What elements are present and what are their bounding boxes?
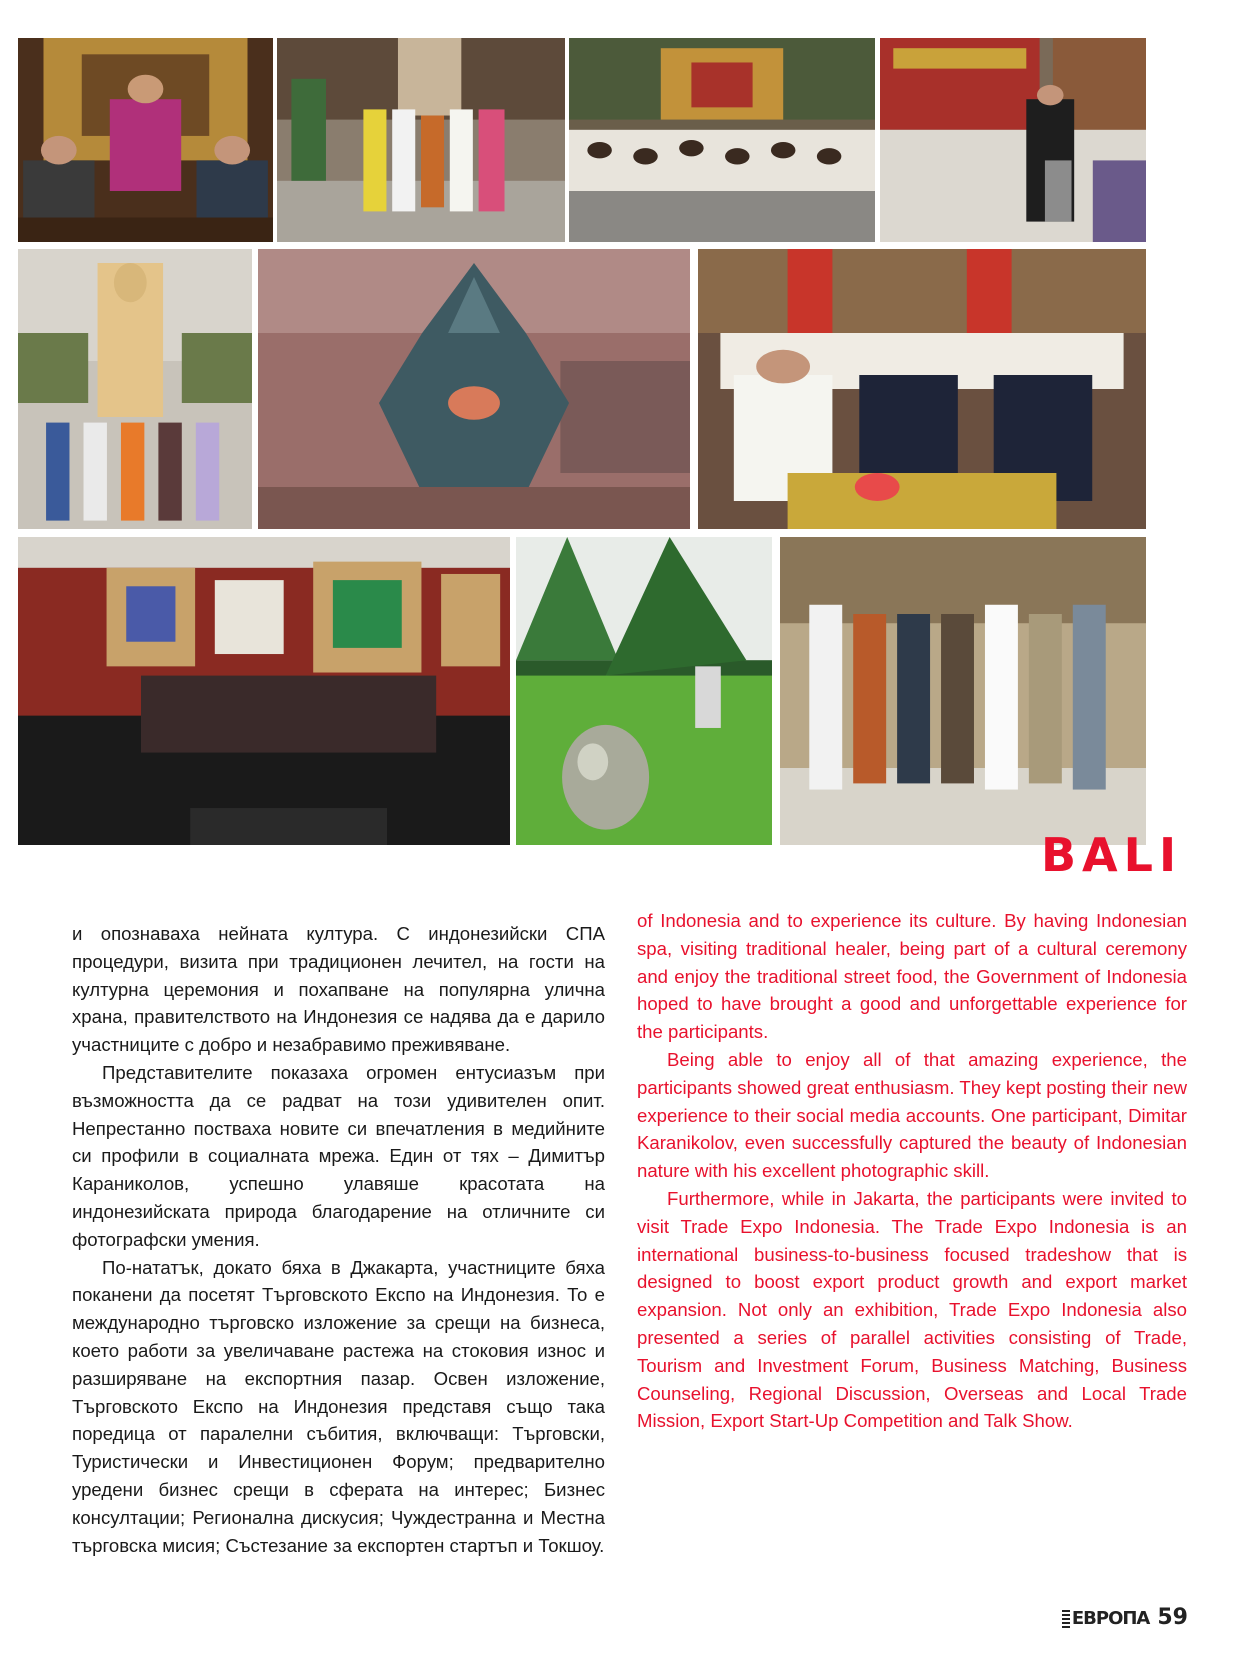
photo-icon (780, 537, 1146, 845)
english-paragraph-3: Furthermore, while in Jakarta, the participants were invited to visit Trade Expo Indonesia. The Trade Expo Indonesia is an international business-to-business focused tradeshow that is designed to boost export product growth and export market expansion. Not only an exhibition, Trade Expo Indonesia also presented a series of parallel activities consisting of Trade, Tourism and Investment Forum, Business Matching, Business Counseling, Regional Discussion, Overseas and Local Trade Mission, Export Start-Up Competition and Talk Show. (637, 1187, 1187, 1432)
photo-icon (880, 38, 1146, 242)
photo-garden-sphere (516, 537, 772, 845)
page-footer (1062, 1605, 1188, 1630)
photo-garuda-aerial (258, 249, 690, 529)
bulgarian-text-column (72, 920, 605, 1559)
brand-logo-icon (1062, 1610, 1070, 1628)
photo-throne-women (18, 38, 273, 242)
bali-photo-label: BALI (1041, 828, 1183, 882)
page-number: 59 (1157, 1605, 1188, 1630)
magazine-brand-name: ЕВРОПА (1071, 1608, 1150, 1629)
photo-icon (18, 38, 273, 242)
photo-icon (18, 249, 252, 529)
english-text-column (637, 907, 1187, 1435)
photo-icon (569, 38, 875, 242)
photo-icon (277, 38, 565, 242)
photo-group-street (277, 38, 565, 242)
photo-icon (18, 537, 510, 845)
bulgarian-paragraph-2: Представителите показаха огромен ентусиазъм при възможността да се радват на този удивителен опит. Непрестанно постваха новите си впечатления в медийните си профили в социалната мрежа. Един от тях – Димитър Караниколов, успешно улавяше красотата на индонезийската природа благодарение на отличните си фотографски умения. (72, 1061, 605, 1250)
photo-gallery-group (18, 537, 510, 845)
photo-statue-group (18, 249, 252, 529)
english-paragraph-1: of Indonesia and to experience its culture. By having Indonesian spa, visiting traditional healer, being part of a cultural ceremony and enjoy the traditional street food, the Government of Indonesia hoped to have brought a good and unforgettable experience for the participants. (637, 910, 1187, 1043)
photo-icon (698, 249, 1146, 529)
bulgarian-paragraph-3: По-нататък, докато бяха в Джакарта, участниците бяха поканени да посетят Търговското Експо на Индонезия. То е международно търговско изложение за срещи на бизнеса, което работи за увеличаване растежа на стоковия износ и разширяване на експортния пазар. Освен изложение, Търговското Експо на Индонезия представя също така поредица от паралелни събития, включващи: Търговски, Туристически и Инвестиционен Форум; предварително уредени бизнес срещи в сферата на интерес; Бизнес консултации; Регионална дискусия; Чуждестранна и Местна търговска мисия; Състезание за експортен стартъп и Токшоу. (72, 1256, 605, 1556)
magazine-brand (1062, 1608, 1150, 1629)
photo-healer-blessing (880, 38, 1146, 242)
bulgarian-paragraph-1: и опознаваха нейната култура. С индонезийски СПА процедури, визита при традиционен лечител, на гости на културна церемония и похапване на популярна улична храна, правителството на Индонезия се надява да е дарило участниците с добро и незабравимо преживяване. (72, 923, 605, 1056)
photo-icon (516, 537, 772, 845)
photo-ceremony-crowd (569, 38, 875, 242)
english-paragraph-2: Being able to enjoy all of that amazing experience, the participants showed great enthusiasm. They kept posting their new experience to their social media accounts. One participant, Dimitar Karanikolov, even successfully captured the beauty of Indonesian nature with his excellent photographic skill. (637, 1048, 1187, 1182)
photo-temple-offerings (698, 249, 1146, 529)
photo-icon (258, 249, 690, 529)
photo-museum-group (780, 537, 1146, 845)
